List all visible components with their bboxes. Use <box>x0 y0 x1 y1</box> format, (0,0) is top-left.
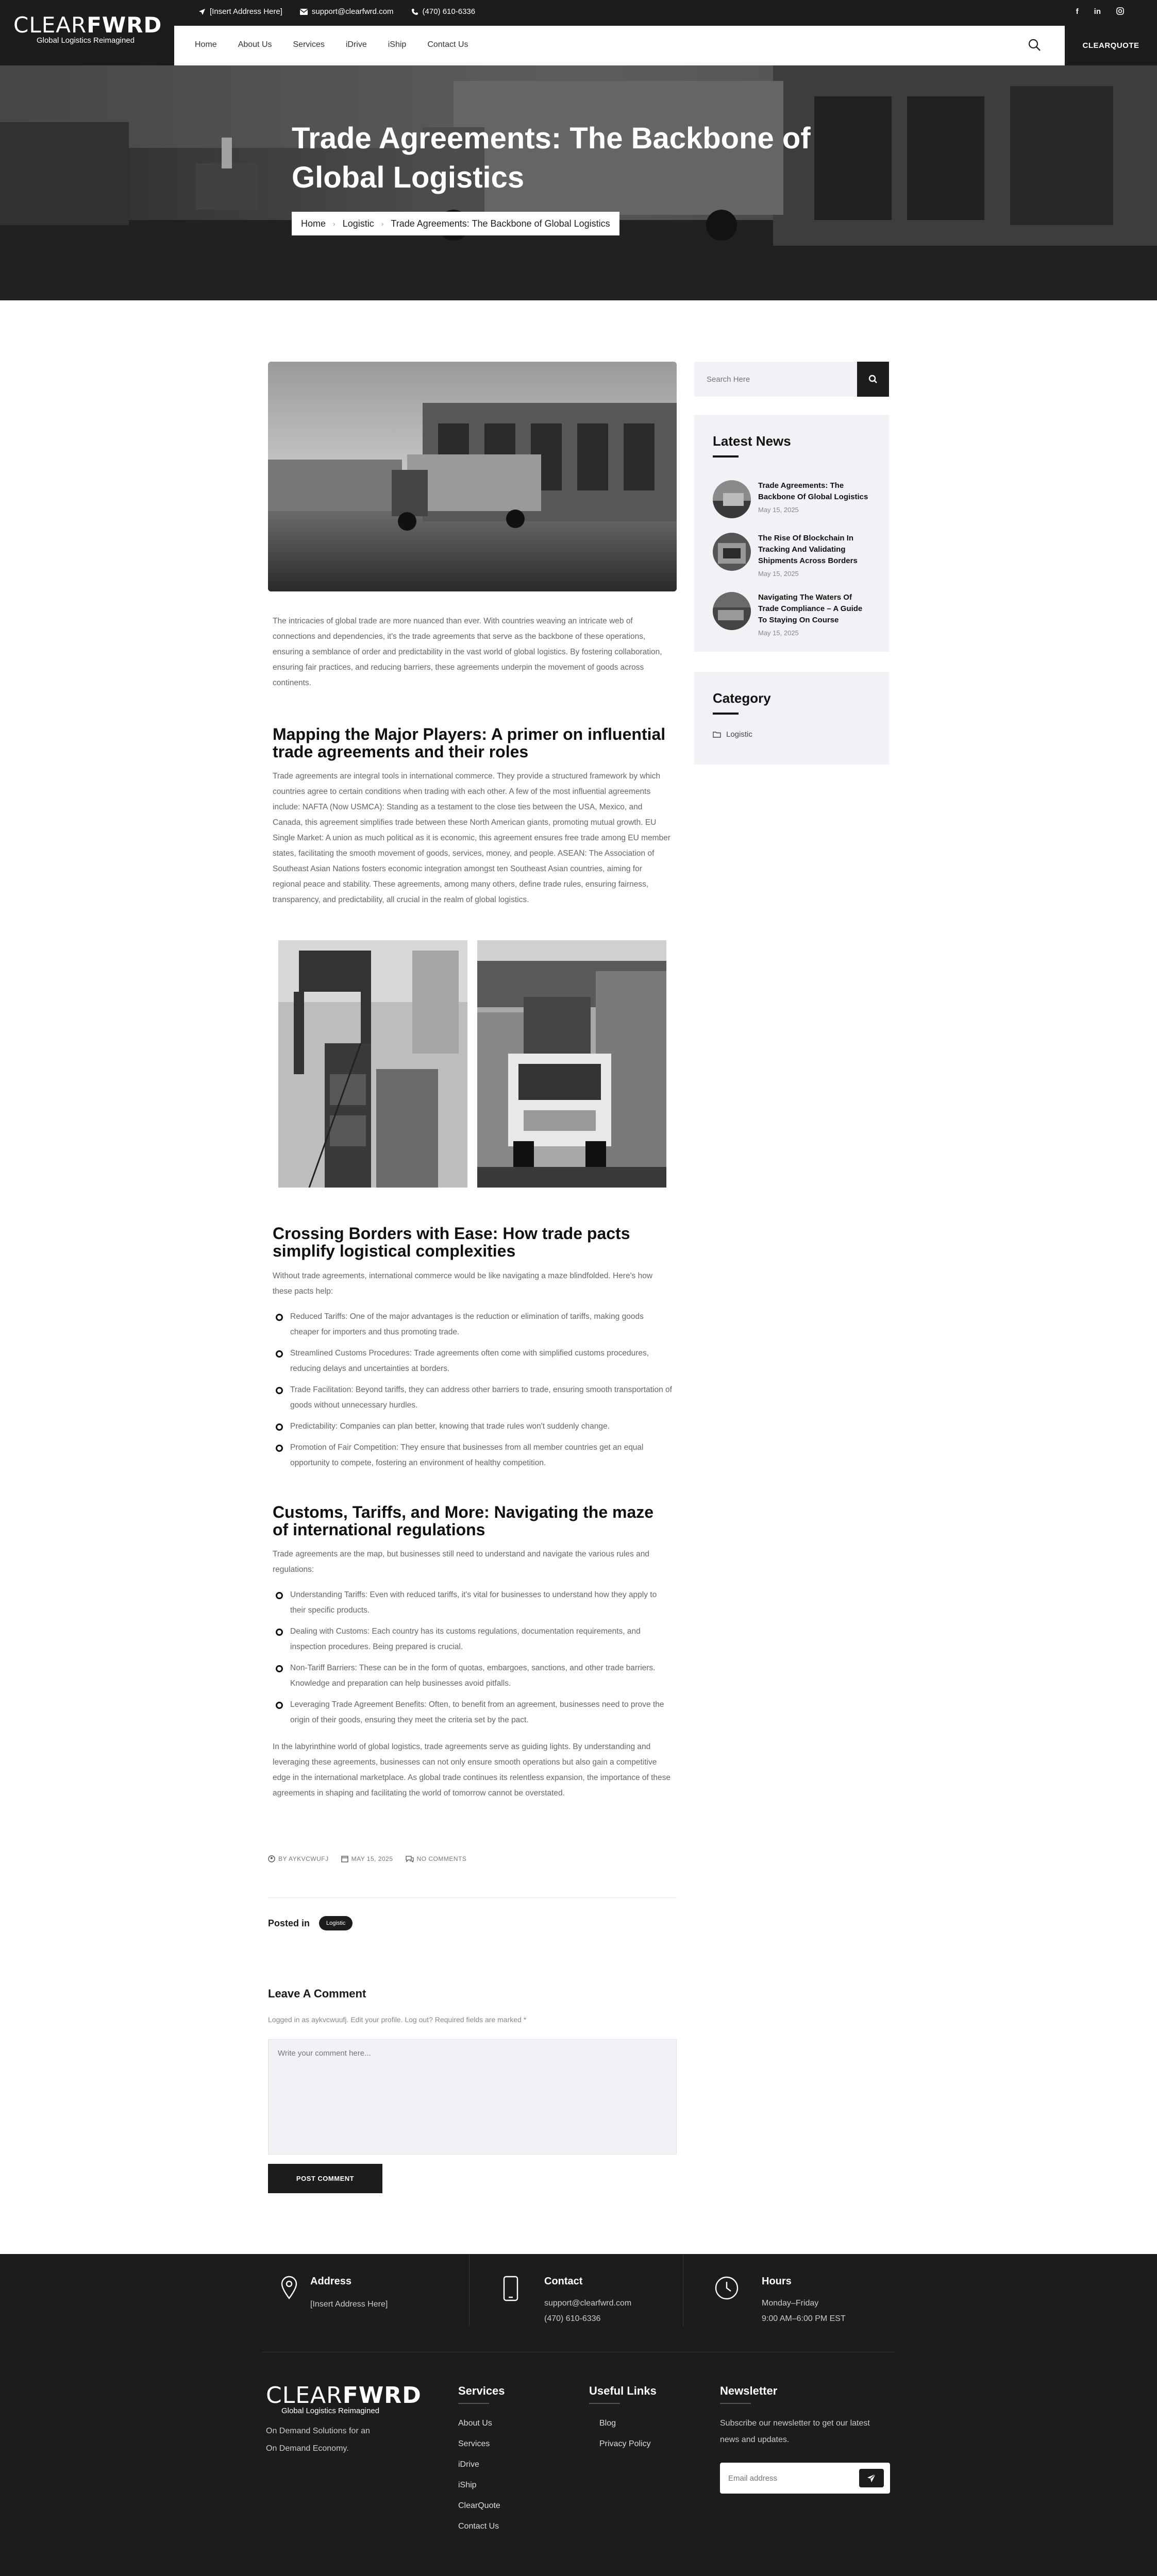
sidebar-search-input[interactable] <box>694 362 857 397</box>
footer-logo[interactable] <box>266 2383 422 2415</box>
linkedin-icon[interactable]: in <box>1094 7 1101 16</box>
article-intro: The intricacies of global trade are more nuanced than ever. With countries weaving an intricate web of connections and dependencies, it's the trade agreements that serve as the backbone of these operations, ensuring a semblance of order and predictability in the vast world of global logistics. By fostering collaboration, ensuring fair practices, and reducing barriers, these agreements underpin the movement of goods across continents. <box>273 617 662 687</box>
newsletter-submit-button[interactable] <box>859 2469 884 2487</box>
list-item: Dealing with Customs: Each country has its customs regulations, documentation requirements, and inspection procedures. Being prepared is crucial. <box>273 1624 673 1655</box>
news-item[interactable] <box>713 533 870 578</box>
footer-logo-tagline: Global Logistics Reimagined <box>281 2406 380 2415</box>
footer-useful-links <box>589 2384 657 2454</box>
title-underline <box>713 713 739 715</box>
category-label: Logistic <box>726 730 752 739</box>
breadcrumb-category[interactable]: Logistic <box>342 218 374 229</box>
footer-logo-main: CLEAR <box>266 2382 343 2409</box>
header-email-text: support@clearfwrd.com <box>311 7 394 16</box>
list-item: Streamlined Customs Procedures: Trade agreements often come with simplified customs procedures, reducing delays and uncertainties at borders. <box>273 1346 673 1377</box>
page-title: Trade Agreements: The Backbone of Global Logistics <box>292 122 811 194</box>
title-underline <box>589 2403 620 2404</box>
posted-in-label: Posted in <box>268 1918 310 1928</box>
folder-icon <box>713 731 721 738</box>
list-item: Non-Tariff Barriers: These can be in the form of quotas, embargoes, sanctions, and other trade barriers. Knowledge and preparation can help businesses avoid pitfalls. <box>273 1660 673 1691</box>
logo-bold-text: FWRD <box>87 12 162 38</box>
footer-address-text: [Insert Address Here] <box>310 2300 388 2309</box>
nav-iship[interactable]: iShip <box>388 40 407 49</box>
footer-tagline-line-1: On Demand Solutions for an <box>266 2427 370 2435</box>
footer-tagline <box>266 2422 370 2458</box>
header-phone-text: (470) 610-6336 <box>422 7 476 16</box>
footer-phone[interactable]: (470) 610-6336 <box>544 2314 601 2323</box>
title-underline <box>713 455 739 457</box>
footer-link-idrive[interactable]: iDrive <box>458 2460 479 2469</box>
section-2-intro: Without trade agreements, international commerce would be like navigating a maze blindfolded. Here's how these pacts help: <box>273 1272 653 1296</box>
news-date: May 15, 2025 <box>758 629 799 637</box>
header-address-text: [Insert Address Here] <box>210 7 282 16</box>
footer-newsletter-title: Newsletter <box>720 2384 778 2397</box>
section-2-list <box>273 1309 673 1477</box>
hero-banner <box>0 65 1157 300</box>
sidebar-search <box>694 362 889 397</box>
clearquote-button[interactable]: CLEARQUOTE <box>1065 26 1157 65</box>
chevron-right-icon: › <box>333 219 336 228</box>
footer-link-clearquote[interactable]: ClearQuote <box>458 2501 500 2510</box>
footer-link-services[interactable]: Services <box>458 2439 490 2448</box>
send-icon <box>867 2473 876 2483</box>
list-item: Promotion of Fair Competition: They ensure that businesses from all member countries get an equal opportunity to compete, fostering an environment of healthy competition. <box>273 1440 673 1471</box>
category-item[interactable] <box>713 730 870 739</box>
footer-hours-time: 9:00 AM–6:00 PM EST <box>762 2314 846 2323</box>
news-thumbnail <box>713 533 751 571</box>
footer-address-title: Address <box>310 2276 352 2287</box>
breadcrumb <box>292 212 619 235</box>
comment-logged-in: Logged in as aykvcwuufj. Edit your profile. Log out? Required fields are marked * <box>268 2015 527 2024</box>
mobile-phone-icon <box>503 2276 518 2301</box>
footer <box>0 2254 1157 2576</box>
newsletter-email-input[interactable] <box>720 2463 854 2494</box>
comments-icon <box>406 1855 414 1862</box>
nav-idrive[interactable]: iDrive <box>345 40 367 49</box>
footer-logo-bold: FWRD <box>342 2382 422 2409</box>
footer-contact-block <box>503 2276 631 2327</box>
nav-services[interactable]: Services <box>293 40 325 49</box>
section-1-body: Trade agreements are integral tools in international commerce. They provide a structured framework by which countries agree to certain conditions when trading with each other. A few of the most influential agreements include: NAFTA (Now USMCA): Standing as a testament to the close ties between the USA, Mexico, and Canada, this agreement simplifies trade between these North American giants, promoting mutual growth. EU Single Market: A union as much political as it is economic, this agreement ensures free trade among EU member states, facilitating the smooth movement of goods, services, money, and people. ASEAN: The Association of Southeast Asian Nations fosters economic integration amongst ten Southeast Asian countries, aiming for regional peace and stability. These agreements, among many others, define trade rules, ensuring fairness, transparency, and predictability, all crucial in the realm of global logistics. <box>273 772 670 904</box>
instagram-icon[interactable] <box>1116 7 1124 15</box>
post-author-text: BY AYKVCWUFJ <box>278 1855 329 1862</box>
search-icon <box>868 375 878 384</box>
header-address <box>198 7 282 16</box>
footer-email[interactable]: support@clearfwrd.com <box>544 2299 632 2308</box>
map-pin-icon <box>280 2276 298 2299</box>
comment-textarea[interactable] <box>268 2039 677 2155</box>
news-title[interactable]: Navigating The Waters Of Trade Compliance – A Guide To Staying On Course <box>758 593 863 624</box>
article-conclusion: In the labyrinthine world of global logistics, trade agreements serve as guiding lights. By understanding and leveraging these agreements, businesses can not only ensure smooth operations but also gain a competitive edge in the international marketplace. As global trade continues its relentless expansion, the importance of these agreements in shaping and facilitating the world of tomorrow cannot be overstated. <box>273 1742 671 1798</box>
post-comments[interactable] <box>406 1855 467 1862</box>
post-author[interactable] <box>268 1855 329 1862</box>
section-3-intro: Trade agreements are the map, but businesses still need to understand and navigate the various rules and regulations: <box>273 1550 649 1574</box>
footer-link-privacy-policy[interactable]: Privacy Policy <box>599 2439 651 2448</box>
news-thumbnail <box>713 480 751 518</box>
post-date-text: MAY 15, 2025 <box>351 1855 393 1862</box>
latest-news-title: Latest News <box>713 433 791 449</box>
news-title[interactable]: Trade Agreements: The Backbone Of Global Logistics <box>758 481 868 501</box>
list-item: Trade Facilitation: Beyond tariffs, they can address other barriers to trade, ensuring smooth transportation of goods without unnecessary hurdles. <box>273 1382 673 1413</box>
header-phone[interactable] <box>411 7 476 16</box>
chevron-right-icon: › <box>381 219 384 228</box>
newsletter-form <box>720 2463 890 2494</box>
logo-tagline: Global Logistics Reimagined <box>36 36 135 45</box>
header-social-links <box>1076 7 1124 16</box>
article-featured-image <box>268 362 677 591</box>
footer-newsletter <box>720 2384 890 2494</box>
latest-news-widget <box>694 415 889 652</box>
sidebar-search-button[interactable] <box>857 362 889 397</box>
divider <box>268 1897 677 1898</box>
header-email[interactable] <box>300 7 394 16</box>
posted-in <box>268 1916 353 1930</box>
user-icon <box>268 1855 275 1862</box>
post-comments-text: NO COMMENTS <box>416 1855 467 1862</box>
category-title: Category <box>713 690 771 706</box>
calendar-icon <box>341 1855 348 1862</box>
footer-useful-title: Useful Links <box>589 2384 657 2397</box>
footer-link-contact-us[interactable]: Contact Us <box>458 2522 499 2531</box>
news-item[interactable] <box>713 480 870 518</box>
logo[interactable] <box>13 12 163 45</box>
news-item[interactable] <box>713 592 870 637</box>
main-nav <box>174 26 1065 65</box>
footer-hours-title: Hours <box>762 2276 792 2287</box>
logo-main-text: CLEAR <box>13 12 87 38</box>
breadcrumb-current: Trade Agreements: The Backbone of Global Logistics <box>391 218 610 229</box>
comment-title: Leave A Comment <box>268 1987 366 2000</box>
article-image-truck <box>477 940 666 1188</box>
footer-services <box>458 2384 505 2537</box>
nav-links <box>195 40 468 49</box>
list-item: Predictability: Companies can plan better, knowing that trade rules won't suddenly change. <box>273 1419 673 1434</box>
news-date: May 15, 2025 <box>758 506 799 514</box>
title-underline <box>720 2403 751 2404</box>
tag-logistic[interactable]: Logistic <box>319 1916 353 1930</box>
clock-icon <box>714 2276 739 2300</box>
footer-contact-title: Contact <box>544 2276 583 2287</box>
list-item: Leveraging Trade Agreement Benefits: Often, to benefit from an agreement, businesses need to prove the origin of their goods, ensuring they meet the criteria set by the pact. <box>273 1697 673 1728</box>
footer-link-about-us[interactable]: About Us <box>458 2419 492 2428</box>
location-arrow-icon <box>198 8 206 15</box>
nav-home[interactable]: Home <box>195 40 217 49</box>
nav-about-us[interactable]: About Us <box>238 40 272 49</box>
title-underline <box>458 2403 489 2404</box>
mail-icon <box>300 9 308 15</box>
footer-hours-block <box>714 2276 846 2327</box>
facebook-icon[interactable]: f <box>1076 7 1079 16</box>
section-1-heading: Mapping the Major Players: A primer on influential trade agreements and their roles <box>273 725 666 761</box>
search-icon[interactable] <box>1028 38 1041 52</box>
section-2-heading: Crossing Borders with Ease: How trade pacts simplify logistical complexities <box>273 1224 630 1260</box>
category-widget <box>694 672 889 765</box>
news-date: May 15, 2025 <box>758 570 799 578</box>
section-3-heading: Customs, Tariffs, and More: Navigating the maze of international regulations <box>273 1503 654 1539</box>
footer-address-block <box>280 2276 388 2309</box>
footer-services-title: Services <box>458 2384 505 2397</box>
news-title[interactable]: The Rise Of Blockchain In Tracking And Validating Shipments Across Borders <box>758 534 858 565</box>
footer-tagline-line-2: On Demand Economy. <box>266 2444 349 2453</box>
footer-link-blog[interactable]: Blog <box>599 2419 616 2428</box>
breadcrumb-home[interactable]: Home <box>301 218 326 229</box>
phone-icon <box>411 8 418 15</box>
article-image-cranes <box>278 940 467 1188</box>
nav-contact-us[interactable]: Contact Us <box>427 40 468 49</box>
post-date <box>341 1855 393 1862</box>
news-thumbnail <box>713 592 751 630</box>
post-meta <box>268 1855 466 1862</box>
post-comment-button[interactable]: POST COMMENT <box>268 2164 382 2193</box>
header-contact-line <box>198 7 475 16</box>
list-item: Reduced Tariffs: One of the major advantages is the reduction or elimination of tariffs, making goods cheaper for importers and thus promoting trade. <box>273 1309 673 1340</box>
footer-newsletter-text: Subscribe our newsletter to get our latest news and updates. <box>720 2419 870 2444</box>
footer-link-iship[interactable]: iShip <box>458 2481 477 2489</box>
footer-hours-days: Monday–Friday <box>762 2299 819 2308</box>
list-item: Understanding Tariffs: Even with reduced tariffs, it's vital for businesses to understand how they apply to their specific products. <box>273 1587 673 1618</box>
section-3-list <box>273 1587 673 1734</box>
